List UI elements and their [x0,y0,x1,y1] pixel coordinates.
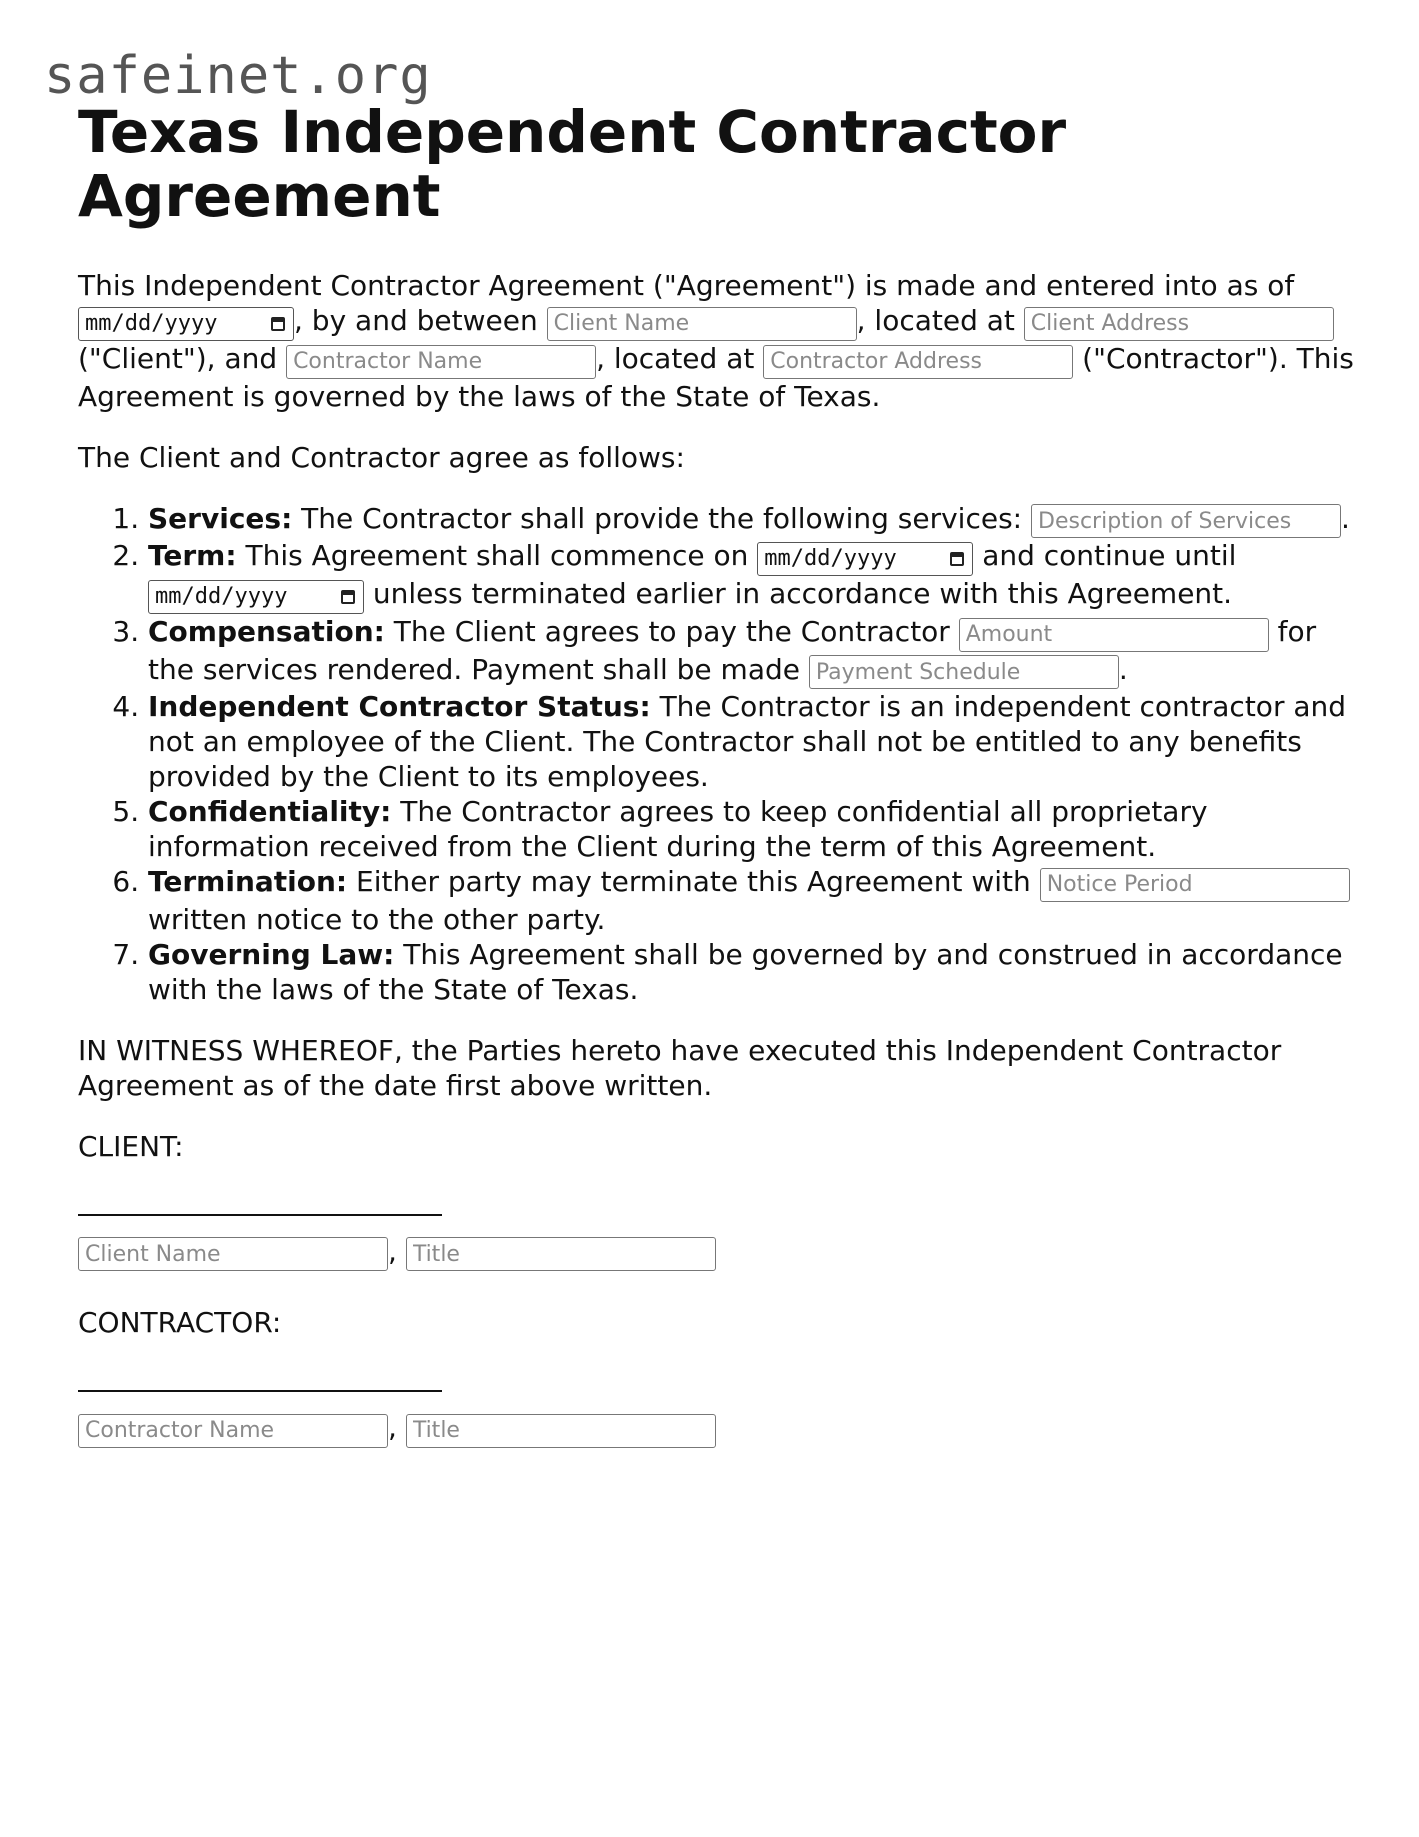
intro-text: , located at [856,304,1015,337]
witness-text: IN WITNESS WHEREOF, the Parties hereto have executed this Independent Contractor Agreement as of the date first above written. [78,1033,1282,1102]
item-text: The Contractor agrees to keep confidential all proprietary information received from the Client during the term of this Agreement. [148,795,1208,863]
agreement-date-input[interactable] [78,307,294,341]
intro-text: This Independent Contractor Agreement ("Agreement") is made and entered into as of [78,269,1295,302]
date-placeholder: mm/dd/yyyy [155,584,288,609]
intro-paragraph [78,268,1368,414]
item-heading: Services: [148,501,293,535]
item-text: . [1118,652,1128,686]
item-heading: Confidentiality: [148,795,392,828]
item-text: Either party may terminate this Agreement with [356,865,1031,898]
item-text: written notice to the other party. [148,902,606,936]
client-title-input[interactable] [406,1237,716,1271]
calendar-icon[interactable] [341,590,355,604]
intro-text: , by and between [294,304,538,337]
item-text: unless terminated earlier in accordance with this Agreement. [372,577,1233,610]
item-text: This Agreement shall commence on [245,539,749,572]
contractor-title-input[interactable] [406,1414,716,1448]
client-signer-name-input[interactable] [78,1237,388,1271]
payment-schedule-input[interactable] [809,655,1119,689]
intro-text: , located at [596,342,755,375]
item-heading: Governing Law: [148,937,395,971]
term-start-date-input[interactable] [757,542,973,576]
agree-text: The Client and Contractor agree as follows: [78,440,685,474]
list-item [148,538,1368,614]
item-text: This Agreement shall be governed by and construed in accordance with the laws of the State of Texas. [148,937,1343,1006]
terms-list [78,501,1368,1007]
watermark: safeinet.org [44,46,432,106]
client-name-input[interactable] [547,307,857,341]
client-label: CLIENT: [78,1129,184,1163]
intro-text: ("Contractor"). This Agreement is governed by the laws of the State of Texas. [78,342,1354,413]
list-item [148,794,1368,864]
list-item [148,689,1368,794]
calendar-icon[interactable] [271,317,285,331]
item-text: for the services rendered. Payment shall be made [148,615,1317,686]
item-text: and continue until [982,539,1237,572]
item-text: The Contractor shall provide the following services: [301,501,1023,535]
services-description-input[interactable] [1031,504,1341,538]
date-placeholder: mm/dd/yyyy [764,546,897,571]
item-heading: Independent Contractor Status: [148,690,651,723]
item-text: . [1341,501,1350,535]
item-heading: Termination: [148,865,348,898]
contractor-label: CONTRACTOR: [78,1306,282,1339]
contractor-address-input[interactable] [763,345,1073,379]
date-placeholder: mm/dd/yyyy [85,311,218,336]
page-title: Texas Independent Contractor Agreement [78,98,1067,230]
separator: , [388,1234,397,1268]
agreement-document [78,100,1368,1482]
item-text: The Client agrees to pay the Contractor [393,615,950,648]
contractor-signature-line [78,1340,442,1392]
list-item [148,614,1368,689]
amount-input[interactable] [959,618,1269,652]
client-signature-row [78,1234,1368,1272]
list-item [148,864,1368,937]
term-end-date-input[interactable] [148,580,364,614]
contractor-signer-name-input[interactable] [78,1414,388,1448]
item-text: The Contractor is an independent contractor and not an employee of the Client. The Contractor shall not be entitled to any benefits provided by the Client to its employees. [148,690,1347,793]
contractor-name-input[interactable] [286,345,596,379]
intro-text: ("Client"), and [78,342,278,375]
calendar-icon[interactable] [950,552,964,566]
list-item [148,937,1368,1007]
list-item [148,501,1368,539]
item-heading: Compensation: [148,615,385,648]
item-heading: Term: [148,539,237,572]
notice-period-input[interactable] [1040,868,1350,902]
separator: , [388,1411,397,1444]
contractor-signature-row [78,1410,1368,1448]
client-address-input[interactable] [1024,307,1334,341]
client-signature-line [78,1164,442,1216]
